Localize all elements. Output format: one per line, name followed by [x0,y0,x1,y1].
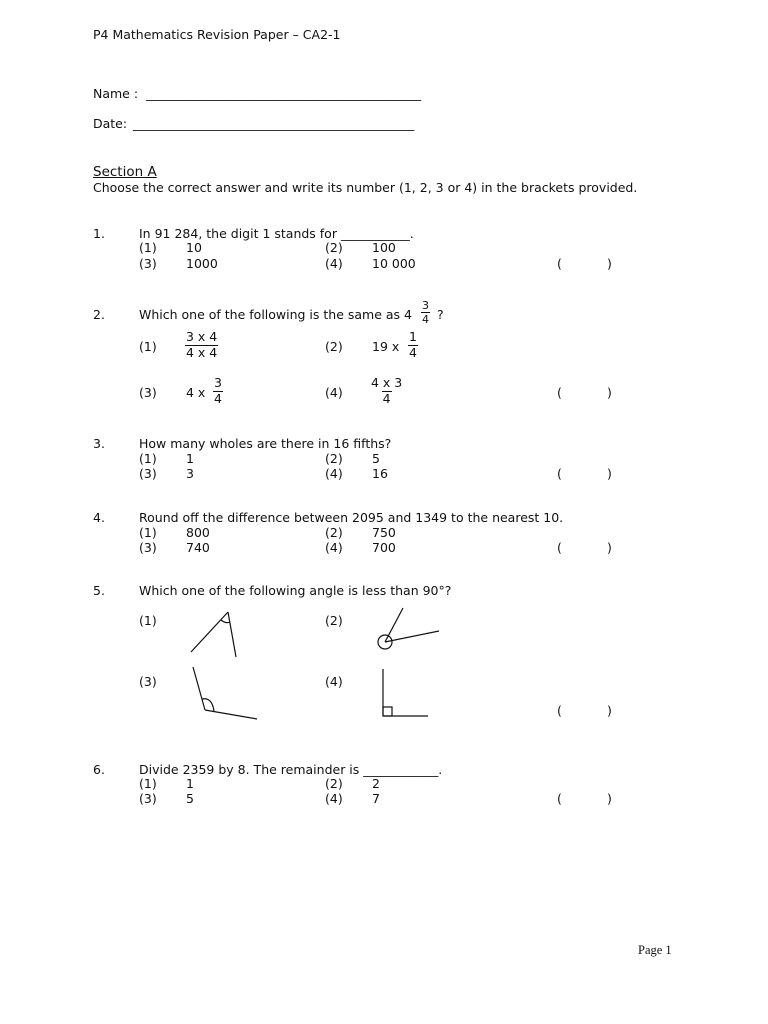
option-label: (1) [139,451,157,466]
answer-bracket-close: ) [607,256,612,271]
answer-bracket-close: ) [607,703,612,718]
answer-bracket-open: ( [557,703,562,718]
question-text: How many wholes are there in 16 fifths? [139,436,392,451]
question-number: 2. [93,307,105,322]
option-value: 10 000 [372,256,416,271]
fraction-denominator: 4 [422,313,429,326]
option-label: (4) [325,385,343,400]
question-number: 1. [93,226,105,241]
option-value: 750 [372,525,396,540]
question-text: Divide 2359 by 8. The remainder is ____________. [139,762,443,777]
option-label: (3) [139,256,157,271]
option-label: (2) [325,240,343,255]
option-label: (1) [139,613,157,628]
question-number: 3. [93,436,105,451]
option-value: 800 [186,525,210,540]
answer-bracket-close: ) [607,791,612,806]
option-label: (1) [139,339,157,354]
date-label: Date: [93,116,128,131]
question-text: Which one of the following is the same as 4 [139,307,412,322]
fraction-denominator: 4 x 4 [186,344,218,360]
fraction-numerator: 1 [409,329,417,344]
option-label: (3) [139,540,157,555]
answer-bracket-open: ( [557,540,562,555]
section-instruction: Choose the correct answer and write its number (1, 2, 3 or 4) in the brackets provided. [93,180,638,195]
answer-bracket-close: ) [607,466,612,481]
question-text: Which one of the following angle is less than 90°? [139,583,452,598]
option-value: 10 [186,240,202,255]
question-suffix: ? [437,307,444,322]
fraction-denominator: 4 [409,344,417,360]
option-value: 1000 [186,256,218,271]
option-label: (2) [325,339,343,354]
answer-bracket-open: ( [557,385,562,400]
fraction-denominator: 4 [214,390,222,406]
option-label: (4) [325,791,343,806]
fraction-numerator: 3 [422,299,429,312]
answer-bracket-open: ( [557,791,562,806]
option-value: 16 [372,466,388,481]
section-title: Section A [93,164,157,180]
option-label: (2) [325,776,343,791]
option-label: (4) [325,540,343,555]
option-value: 1 [186,776,194,791]
fraction-numerator: 3 [214,375,222,390]
question-number: 4. [93,510,105,525]
option-label: (4) [325,674,343,689]
option-value: 2 [372,776,380,791]
answer-bracket-open: ( [557,466,562,481]
option-label: (1) [139,240,157,255]
option-label: (4) [325,466,343,481]
fraction-denominator: 4 [382,390,391,406]
page-number: Page 1 [638,943,672,957]
answer-bracket-close: ) [607,540,612,555]
question-text: In 91 284, the digit 1 stands for ___________. [139,226,414,241]
option-label: (2) [325,451,343,466]
fraction-numerator: 4 x 3 [371,375,403,390]
option-label: (2) [325,525,343,540]
option-value: 7 [372,791,380,806]
option-label: (3) [139,385,157,400]
option-label: (3) [139,466,157,481]
option-label: (1) [139,776,157,791]
fraction-numerator: 3 x 4 [186,329,218,344]
option-value: 5 [186,791,194,806]
option-value: 700 [372,540,396,555]
option-prefix: 19 x [372,339,400,354]
name-label: Name : [93,86,139,101]
answer-bracket-open: ( [557,256,562,271]
option-label: (3) [139,791,157,806]
option-label: (2) [325,613,343,628]
option-label: (3) [139,674,157,689]
option-value: 3 [186,466,194,481]
date-blank: _____________________________________________ [133,116,415,131]
option-value: 1 [186,451,194,466]
option-label: (1) [139,525,157,540]
document-title: P4 Mathematics Revision Paper – CA2-1 [93,27,341,42]
option-value: 5 [372,451,380,466]
question-text: Round off the difference between 2095 and 1349 to the nearest 10. [139,510,564,525]
option-label: (4) [325,256,343,271]
option-prefix: 4 x [186,385,206,400]
question-number: 5. [93,583,105,598]
option-value: 100 [372,240,396,255]
option-value: 740 [186,540,210,555]
name-blank: ____________________________________________ [146,86,421,101]
question-number: 6. [93,762,105,777]
answer-bracket-close: ) [607,385,612,400]
